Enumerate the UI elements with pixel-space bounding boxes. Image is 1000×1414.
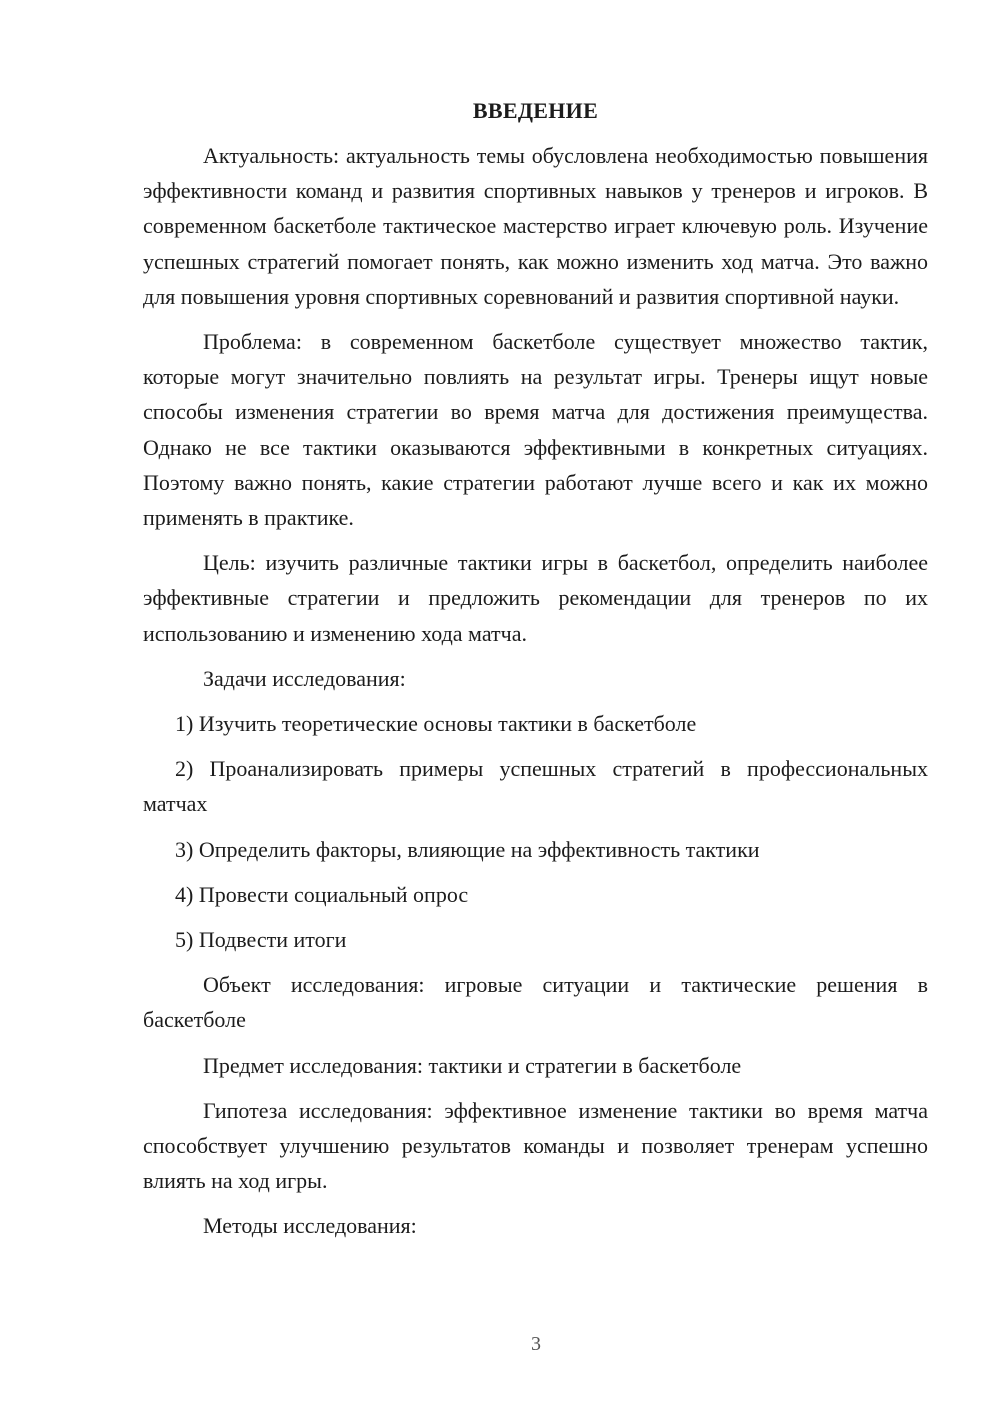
page-number: 3 bbox=[531, 1333, 541, 1355]
paragraph-problem: Проблема: в современном баскетболе существует множество тактик, которые могут значительно повлиять на результат игры. Тренеры ищут новые способы изменения стратегии во время матча для достижения преимущества. Однако не все тактики оказываются эффективными в конкретных ситуациях. Поэтому важно понять, какие стратегии работают лучше всего и как их можно применять в практике. bbox=[143, 329, 928, 531]
paragraph-object: Объект исследования: игровые ситуации и тактические решения в баскетболе bbox=[143, 972, 928, 1033]
task-item: 3) Определить факторы, влияющие на эффективность тактики bbox=[175, 836, 760, 862]
paragraph-hypothesis: Гипотеза исследования: эффективное изменение тактики во время матча способствует улучшению результатов команды и позволяет тренерам успешно влиять на ход игры. bbox=[143, 1097, 928, 1194]
paragraph-relevance: Актуальность: актуальность темы обусловлена необходимостью повышения эффективности команд и развития спортивных навыков у тренеров и игроков. В современном баскетболе тактическое мастерство играет ключевую роль. Изучение успешных стратегий помогает понять, как можно изменить ход матча. Это важно для повышения уровня спортивных соревнований и развития спортивной науки. bbox=[143, 143, 928, 309]
task-item: 1) Изучить теоретические основы тактики в баскетболе bbox=[175, 711, 697, 737]
paragraph-methods: Методы исследования: bbox=[203, 1213, 417, 1239]
paragraph-subject: Предмет исследования: тактики и стратегии в баскетболе bbox=[203, 1052, 742, 1078]
document-page bbox=[143, 95, 928, 1254]
task-item: 2) Проанализировать примеры успешных стратегий в профессиональных матчах bbox=[143, 756, 928, 817]
paragraph-goal: Цель: изучить различные тактики игры в баскетбол, определить наиболее эффективные стратегии и предложить рекомендации для тренеров по их использованию и изменению хода матча. bbox=[143, 550, 928, 646]
task-item: 4) Провести социальный опрос bbox=[175, 881, 469, 907]
task-item: 5) Подвести итоги bbox=[175, 927, 347, 953]
section-title: ВВЕДЕНИЕ bbox=[472, 98, 599, 123]
paragraph-tasks-heading: Задачи исследования: bbox=[203, 665, 406, 691]
